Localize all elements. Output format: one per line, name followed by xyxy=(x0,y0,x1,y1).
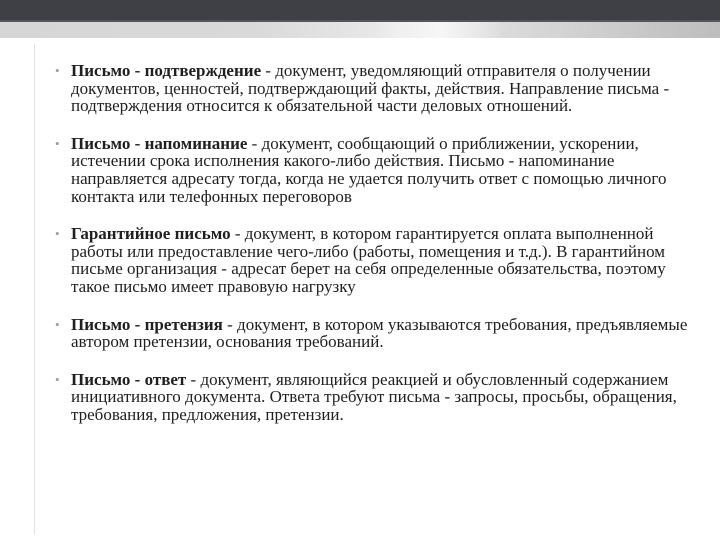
slide-top-strip xyxy=(0,22,720,38)
item-text: - документ, уведомляющий отправителя о получении документов, ценностей, подтверждающий факты, действия. Направление письма - подтверждения относится к обязательной части деловых отношений. xyxy=(71,61,670,116)
item-term: Письмо - ответ xyxy=(71,369,187,389)
item-text: - документ, являющийся реакцией и обусловленный содержанием инициативного документа. Ответа требуют письма - запросы, просьбы, обращения, требования, предложения, претензии. xyxy=(71,369,677,424)
list-item xyxy=(55,316,695,351)
bullet-dot-icon: • xyxy=(55,135,60,151)
list-item xyxy=(55,135,695,205)
slide-top-band xyxy=(0,0,720,22)
item-term: Письмо - подтверждение xyxy=(71,61,262,80)
bullet-dot-icon: • xyxy=(55,63,60,78)
item-text: - документ, в котором указываются требования, предъявляемые автором претензии, основания требований. xyxy=(71,314,688,352)
bullet-dot-icon: • xyxy=(55,371,60,387)
item-text: - документ, сообщающий о приближении, ускорении, истечении срока исполнения какого-либо действия. Письмо - напоминание направляется адресату тогда, когда не удается получить ответ с помощью личного контакта или телефонных переговоров xyxy=(71,133,667,206)
bullet-dot-icon: • xyxy=(55,316,60,332)
item-term: Письмо - напоминание xyxy=(71,133,248,153)
item-text: - документ, в котором гарантируется оплата выполненной работы или предоставление чего-либо (работы, помещения и т.д.). В гарантийном письме организация - адресат берет на себя определенные обязательства, поэтому такое письмо имеет правовую нагрузку xyxy=(71,224,666,296)
definitions-list xyxy=(55,62,695,424)
bullet-dot-icon: • xyxy=(55,226,60,242)
item-term: Гарантийное письмо xyxy=(71,224,231,244)
item-term: Письмо - претензия xyxy=(71,314,223,334)
list-item xyxy=(55,225,695,295)
list-item xyxy=(55,371,695,424)
list-item xyxy=(55,62,695,115)
